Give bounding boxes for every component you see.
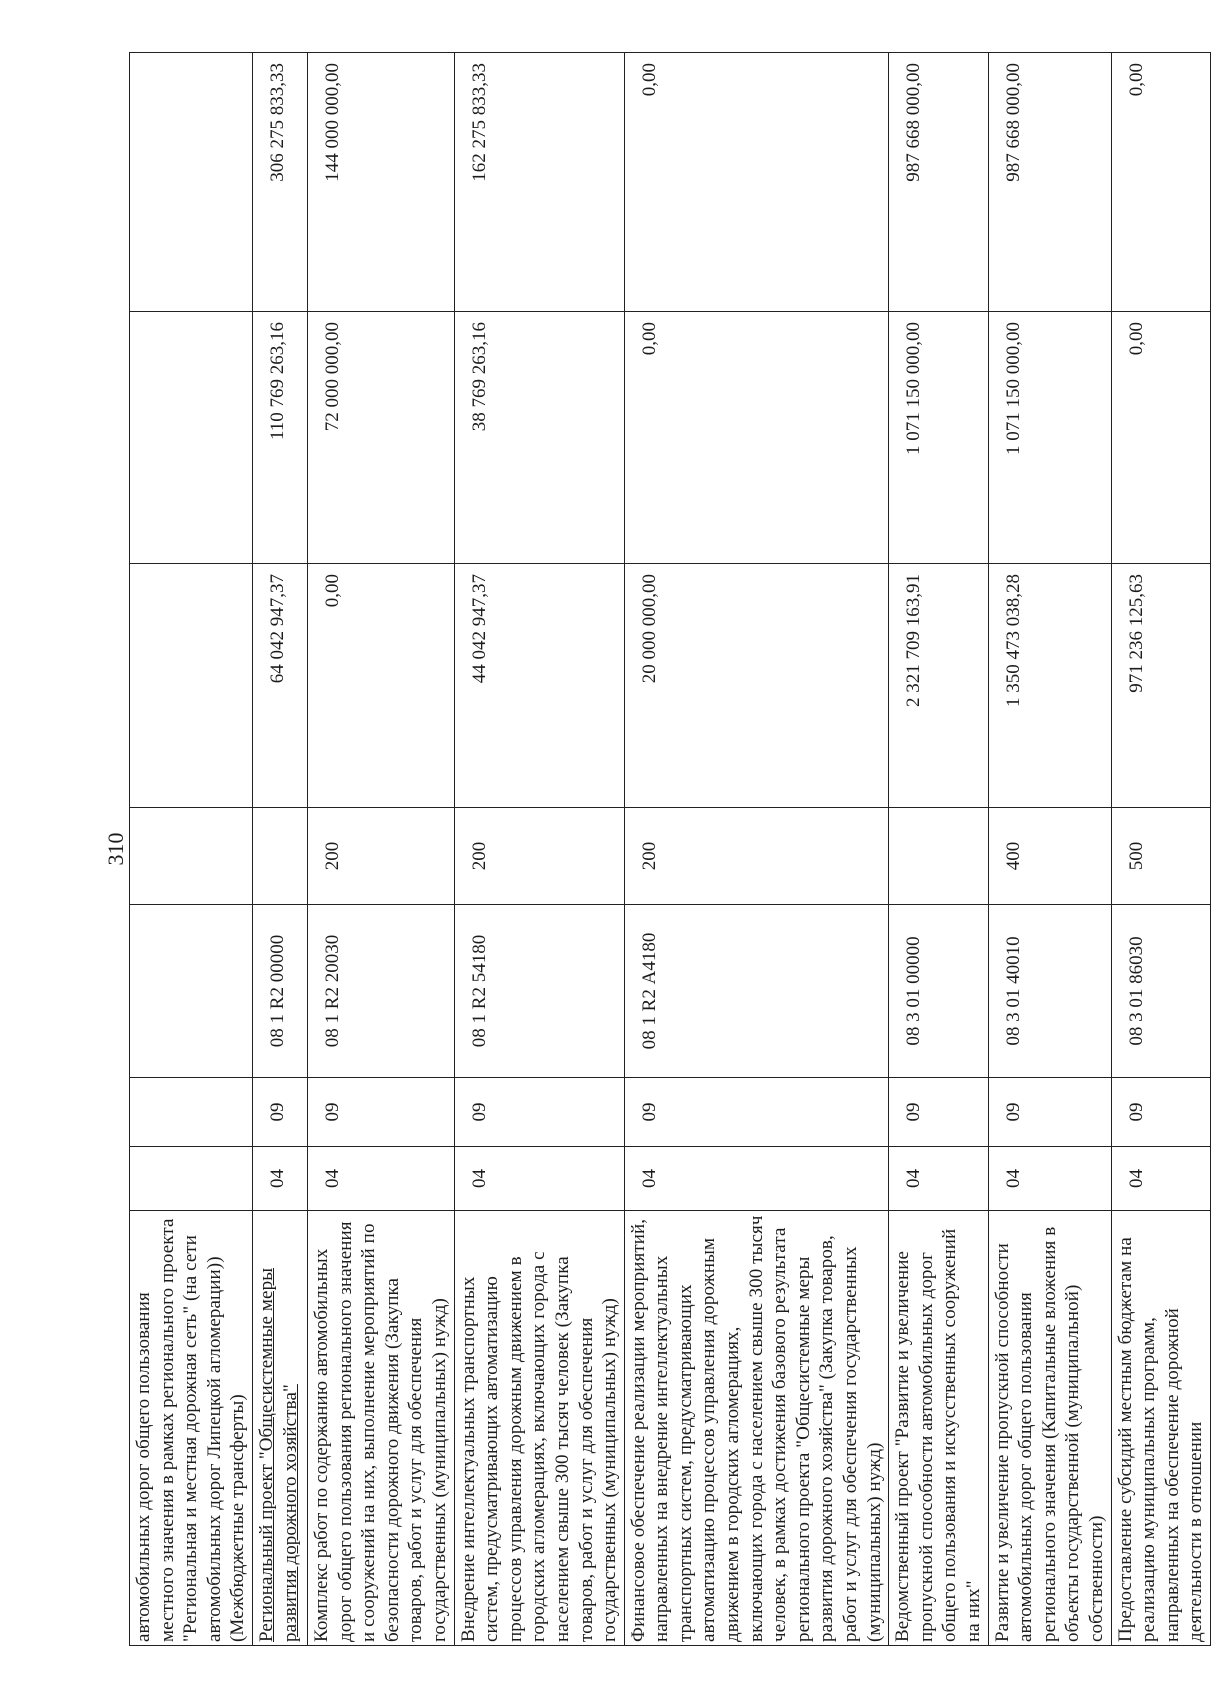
page-number: 310 <box>103 832 128 866</box>
amount-year-3: 306 275 833,33 <box>252 53 307 312</box>
row-name: Внедрение интеллектуальных транспортных систем, предусматривающих автоматизацию процессов управления дорожным движением в городских агломерациях, включающих города с населением свыше 300 тысяч человек (Закупка товаров, работ и услуг для обеспечения государственных (муниципальных) нужд) <box>454 1211 624 1646</box>
row-name: Комплекс работ по содержанию автомобильных дорог общего пользования регионального значения и сооружений на них, выполнение мероприятий по безопасности дорожного движения (Закупка товаров, работ и услуг для обеспечения государственных (муниципальных) нужд) <box>307 1211 454 1646</box>
expense-type-code: 200 <box>307 808 454 905</box>
amount-year-1: 0,00 <box>307 564 454 808</box>
table-row <box>889 53 988 1646</box>
ved-code <box>130 1147 253 1211</box>
ved-code: 04 <box>252 1147 307 1211</box>
expense-type-code: 200 <box>624 808 889 905</box>
budget-table <box>129 52 1211 1646</box>
table-row <box>252 53 307 1646</box>
section-code: 09 <box>988 1078 1111 1147</box>
section-code: 09 <box>307 1078 454 1147</box>
target-article-code: 08 3 01 86030 <box>1111 905 1210 1078</box>
target-article-code: 08 1 R2 00000 <box>252 905 307 1078</box>
amount-year-3: 144 000 000,00 <box>307 53 454 312</box>
ved-code: 04 <box>307 1147 454 1211</box>
amount-year-2: 72 000 000,00 <box>307 312 454 564</box>
amount-year-1: 64 042 947,37 <box>252 564 307 808</box>
table-row <box>1111 53 1210 1646</box>
ved-code: 04 <box>1111 1147 1210 1211</box>
ved-code: 04 <box>624 1147 889 1211</box>
budget-table-sheet <box>129 53 1207 1646</box>
table-row <box>130 53 253 1646</box>
table-row <box>307 53 454 1646</box>
table-row <box>988 53 1111 1646</box>
expense-type-code <box>889 808 988 905</box>
row-name: Предоставление субсидий местным бюджетам на реализацию муниципальных программ, направленных на обеспечение дорожной деятельности в отношении <box>1111 1211 1210 1646</box>
target-article-code: 08 1 R2 20030 <box>307 905 454 1078</box>
amount-year-2: 0,00 <box>1111 312 1210 564</box>
amount-year-2: 1 071 150 000,00 <box>889 312 988 564</box>
amount-year-2 <box>130 312 253 564</box>
amount-year-3: 987 668 000,00 <box>988 53 1111 312</box>
expense-type-code: 500 <box>1111 808 1210 905</box>
table-row <box>454 53 624 1646</box>
section-code: 09 <box>1111 1078 1210 1147</box>
amount-year-1: 44 042 947,37 <box>454 564 624 808</box>
amount-year-3 <box>130 53 253 312</box>
section-code: 09 <box>454 1078 624 1147</box>
target-article-code <box>130 905 253 1078</box>
amount-year-1: 1 350 473 038,28 <box>988 564 1111 808</box>
ved-code: 04 <box>454 1147 624 1211</box>
ved-code: 04 <box>889 1147 988 1211</box>
amount-year-1: 971 236 125,63 <box>1111 564 1210 808</box>
target-article-code: 08 3 01 40010 <box>988 905 1111 1078</box>
target-article-code: 08 1 R2 54180 <box>454 905 624 1078</box>
amount-year-3: 0,00 <box>1111 53 1210 312</box>
expense-type-code: 200 <box>454 808 624 905</box>
section-code: 09 <box>624 1078 889 1147</box>
row-name: Региональный проект "Общесистемные меры развития дорожного хозяйства" <box>252 1211 307 1646</box>
amount-year-2: 0,00 <box>624 312 889 564</box>
amount-year-2: 110 769 263,16 <box>252 312 307 564</box>
amount-year-3: 987 668 000,00 <box>889 53 988 312</box>
ved-code: 04 <box>988 1147 1111 1211</box>
target-article-code: 08 3 01 00000 <box>889 905 988 1078</box>
row-name: автомобильных дорог общего пользования местного значения в рамках регионального проекта "Региональная и местная дорожная сеть" (на сети автомобильных дорог Липецкой агломерации)) (Межбюджетные трансферты) <box>130 1211 253 1646</box>
row-name: Ведомственный проект "Развитие и увеличение пропускной способности автомобильных дорог общего пользования и искусственных сооружений на них" <box>889 1211 988 1646</box>
expense-type-code <box>130 808 253 905</box>
table-row <box>624 53 889 1646</box>
amount-year-1: 20 000 000,00 <box>624 564 889 808</box>
section-code: 09 <box>252 1078 307 1147</box>
row-name: Развитие и увеличение пропускной способности автомобильных дорог общего пользования регионального значения (Капитальные вложения в объекты государственной (муниципальной) собственности) <box>988 1211 1111 1646</box>
section-code: 09 <box>889 1078 988 1147</box>
row-name: Финансовое обеспечение реализации мероприятий, направленных на внедрение интеллектуальных транспортных систем, предусматривающих автоматизацию процессов управления дорожным движением в городских агломерациях, включающих города с населением свыше 300 тысяч человек, в рамках достижения базового результата регионального проекта "Общесистемные меры развития дорожного хозяйства" (Закупка товаров, работ и услуг для обеспечения государственных (муниципальных) нужд) <box>624 1211 889 1646</box>
amount-year-1 <box>130 564 253 808</box>
expense-type-code: 400 <box>988 808 1111 905</box>
amount-year-2: 38 769 263,16 <box>454 312 624 564</box>
amount-year-3: 162 275 833,33 <box>454 53 624 312</box>
expense-type-code <box>252 808 307 905</box>
amount-year-2: 1 071 150 000,00 <box>988 312 1111 564</box>
target-article-code: 08 1 R2 А4180 <box>624 905 889 1078</box>
amount-year-3: 0,00 <box>624 53 889 312</box>
amount-year-1: 2 321 709 163,91 <box>889 564 988 808</box>
section-code <box>130 1078 253 1147</box>
